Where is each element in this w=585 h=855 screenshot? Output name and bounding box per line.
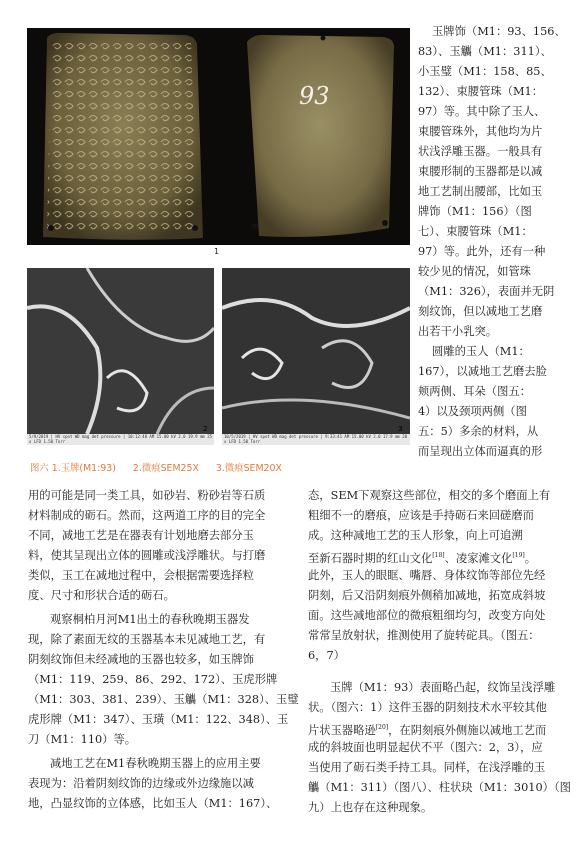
text-span: 、凌家滩文化	[444, 551, 513, 565]
text-line: 减地工艺在M1春秋晚期玉器上的应用主要	[50, 757, 261, 770]
text-line: 刻纹饰，但以减地工艺磨	[418, 305, 543, 318]
text-line: 较少见的情况，如管珠	[418, 265, 531, 278]
citation-ref: [19]	[512, 552, 525, 559]
text-line: 牌饰（M1：156）（图	[418, 205, 532, 218]
text-line: 刀（M1：110）等。	[28, 733, 137, 746]
text-line: 167），以减地工艺磨去脸	[418, 365, 547, 378]
text-line: 状浅浮雕玉器。一般具有	[418, 145, 543, 158]
text-line: 观察桐柏月河M1出土的春秋晚期玉器发	[50, 613, 250, 626]
text-line: 132）、束腰管珠（M1：	[418, 85, 544, 98]
text-line: 度、尺寸和形状合适的砺石。	[28, 589, 175, 602]
text-span: 至新石器时期的红山文化	[308, 551, 433, 565]
text-line: 束腰管珠外，其他均为片	[418, 125, 543, 138]
text-line: （M1：303、381、239）、玉觿（M1：328）、玉璧	[28, 693, 299, 706]
text-line: 4）以及颈项两侧（图	[418, 405, 527, 418]
text-line: 九）上也存在这种现象。	[308, 801, 433, 814]
text-line: 小玉璧（M1：158、85、	[418, 65, 552, 78]
jade-plaques-photo	[27, 28, 410, 245]
sem-label: 2	[203, 425, 208, 433]
text-line: 束腰形制的玉器都是以减	[418, 165, 543, 178]
text-line: 七）、束腰管珠（M1：	[418, 225, 533, 238]
text-span: 片状玉器略逊	[308, 723, 376, 737]
text-line: 状。（图六：1）这件玉器的阴刻技术水平较其他	[308, 701, 547, 714]
sem-label: 3	[398, 425, 403, 433]
figure-number: 1	[214, 247, 220, 256]
text-line: 类似，玉工在减地过程中，会根据需要选择粒	[28, 569, 254, 582]
text-line	[308, 546, 536, 566]
text-line: 态，SEM下观察这些部位，相交的多个磨面上有	[308, 489, 551, 502]
text-line: （M1：119、259、86、292、172）、玉虎形牌	[28, 673, 278, 686]
figure-jade-plaques	[27, 28, 410, 245]
text-span: ，在阴刻痕外侧施以减地工艺而	[388, 723, 547, 737]
text-line: 现，除了素面无纹的玉器基本未见减地工艺，有	[28, 633, 266, 646]
text-line: 而呈现出立体而逼真的形	[418, 445, 543, 458]
text-line: 表现为：沿着阴刻纹饰的边缘或外边缘施以减	[28, 777, 254, 790]
caption-part: 3.微痕SEM20X	[215, 463, 282, 474]
text-line	[308, 718, 546, 738]
text-line: （M1：326），表面并无阴	[418, 285, 555, 298]
sem-image-25x	[27, 268, 214, 445]
text-line: 用的可能是同一类工具，如砂岩、粉砂岩等石质	[28, 489, 266, 502]
text-line: 地工艺制出腰部，比如玉	[418, 185, 543, 198]
sem-info-bar: 5/9/2019 | HV spot WD mag det pressure | 10:12:48 AM 15.00 kV 2.0 19.9 mm 25 x LFD 1.50 Torr	[29, 434, 213, 444]
text-line: 97）等。其中除了玉人、	[418, 105, 546, 118]
text-line: 料，使其呈现出立体的圆雕或浅浮雕状。与打磨	[28, 549, 266, 562]
text-line: 材料制成的砺石。然而，这两道工序的目的完全	[28, 509, 266, 522]
text-line: 97）等。此外，还有一种	[418, 245, 546, 258]
text-line: 玉牌饰（M1：93、156、	[432, 25, 566, 38]
caption-part: 图六 1.玉牌(M1:93)	[30, 463, 116, 474]
text-line: 玉牌（M1：93）表面略凸起，纹饰呈浅浮雕	[330, 681, 556, 694]
text-line: 圆雕的玉人（M1：	[432, 345, 530, 358]
text-line: 成的斜坡面也明显起伏不平（图六：2，3），应	[308, 741, 543, 754]
text-line: 粗细不一的磨痕，应该是手持砺石来回磋磨而	[308, 509, 534, 522]
text-line: 阴刻纹饰但未经减地的玉器也较多，如玉牌饰	[28, 653, 254, 666]
text-line: 成。这种减地工艺的玉人形象，向上可追溯	[308, 529, 523, 542]
text-line: 五：5）多余的材料，从	[418, 425, 539, 438]
text-line: 常常呈放射状，推测使用了旋转砣具。（图五：	[308, 629, 540, 642]
figure-caption	[30, 460, 296, 474]
sem-image-20x	[222, 268, 410, 445]
sem-micrograph	[27, 268, 214, 434]
text-line: 6，7）	[308, 649, 345, 662]
text-line: 不同，减地工艺是在器表有计划地磨去部分玉	[28, 529, 254, 542]
text-line: 觿（M1：311）（图八）、柱状玦（M1：3010）（图	[308, 781, 571, 794]
caption-part: 2.微痕SEM25X	[132, 463, 199, 474]
text-span: 。	[524, 551, 537, 565]
text-line: 面。这些减地部位的微痕粗细均匀，改变方向处	[308, 609, 546, 622]
text-line: 当使用了砺石类手持工具。同样，在浅浮雕的玉	[308, 761, 546, 774]
citation-ref: [20]	[375, 724, 389, 731]
text-line: 地，凸显纹饰的立体感，比如玉人（M1：167）、	[28, 797, 278, 810]
text-line: 出若干小乳突。	[418, 325, 498, 338]
sem-micrograph	[222, 268, 410, 434]
text-line: 阴刻，后又沿阴刻痕外侧稍加减地，拓宽成斜坡	[308, 589, 546, 602]
text-line: 此外，玉人的眼眶、嘴唇、身体纹饰等部位先经	[308, 569, 546, 582]
text-line: 虎形牌（M1：347）、玉璜（M1：122、348）、玉	[28, 713, 289, 726]
inscription-93: 93	[299, 82, 330, 110]
text-line: 颊两侧、耳朵（图五：	[418, 385, 531, 398]
citation-ref: [18]	[432, 552, 445, 559]
sem-info-bar: 10/5/2019 | HV spot WD mag det pressure | 9:33:41 AM 15.00 kV 2.0 17.9 mm 20 x LFD 1.50 Torr	[222, 434, 410, 445]
text-line: 83）、玉觿（M1：311）、	[418, 45, 552, 58]
